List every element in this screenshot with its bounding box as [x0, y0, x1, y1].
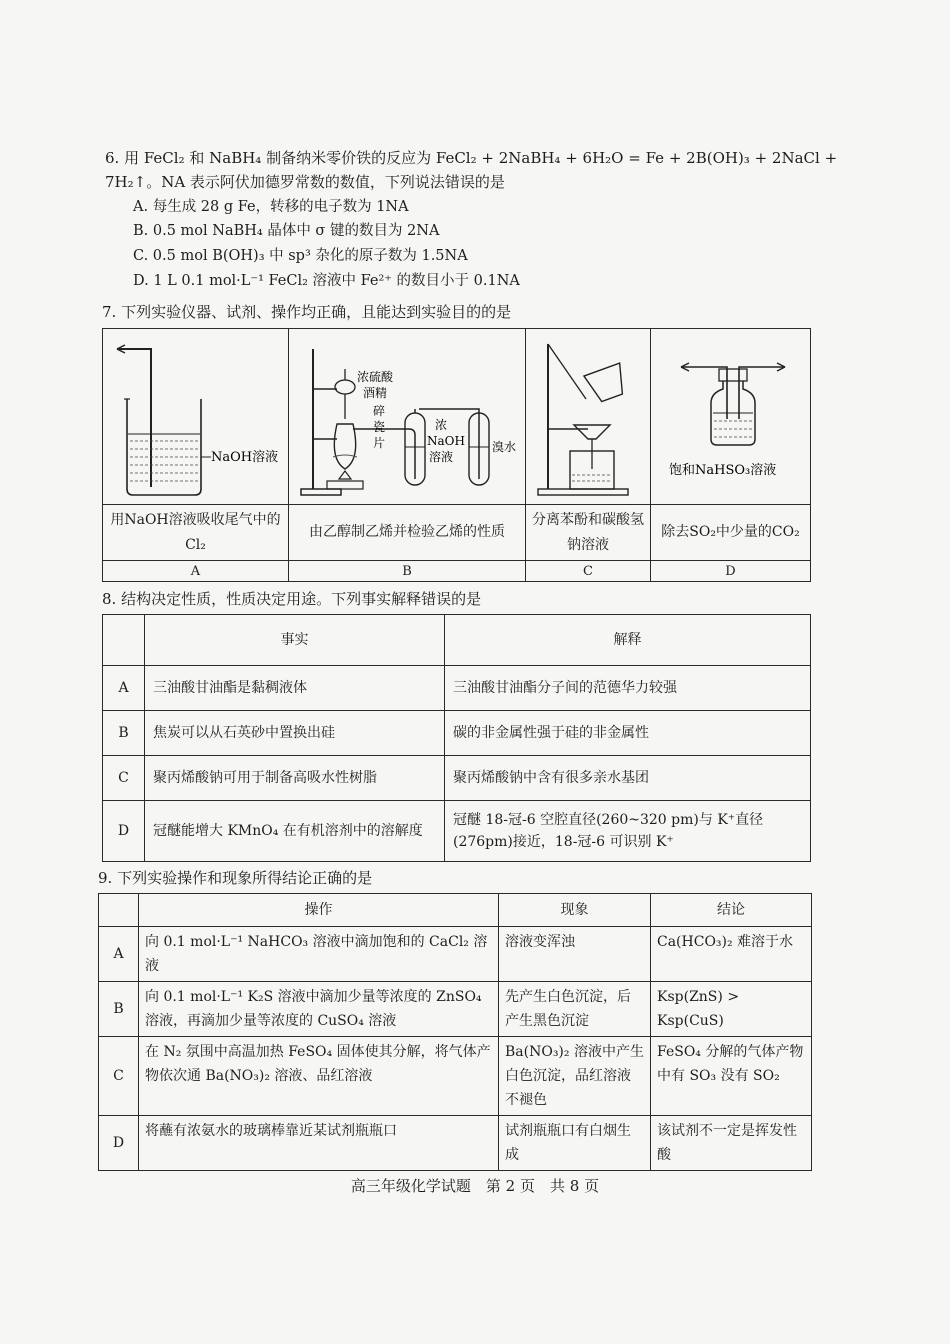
- q7-table: [102, 328, 811, 582]
- q9-row-phenomenon: 先产生白色沉淀，后产生黑色沉淀: [499, 982, 651, 1037]
- q8-row-explanation: 碳的非金属性强于硅的非金属性: [445, 711, 811, 756]
- q8-row-fact: 聚丙烯酸钠可用于制备高吸水性树脂: [145, 756, 445, 801]
- q9-row-letter: A: [99, 927, 139, 982]
- q6-option-a: A. 每生成 28 g Fe，转移的电子数为 1NA: [133, 199, 409, 215]
- q9-row-phenomenon: Ba(NO₃)₂ 溶液中产生白色沉淀，品红溶液不褪色: [499, 1037, 651, 1116]
- figure-b-cell: [289, 329, 526, 505]
- q6-option-c: C. 0.5 mol B(OH)₃ 中 sp³ 杂化的原子数为 1.5NA: [133, 248, 468, 264]
- q8-row-letter: C: [103, 756, 145, 801]
- q6-option-d: D. 1 L 0.1 mol·L⁻¹ FeCl₂ 溶液中 Fe²⁺ 的数目小于 0.1NA: [133, 273, 520, 289]
- figure-d-solution-label: 饱和NaHSO₃溶液: [669, 463, 777, 478]
- q7-letter-c: C: [526, 561, 651, 582]
- figure-b-ethylene-apparatus: [289, 329, 526, 504]
- q8-header-fact: 事实: [145, 615, 445, 666]
- figure-b-label-chip2: 瓷: [373, 420, 386, 434]
- q9-row-letter: D: [99, 1116, 139, 1171]
- q9-table: [98, 893, 812, 1171]
- page-footer: 高三年级化学试题 第 2 页 共 8 页: [350, 1177, 600, 1195]
- figure-b-label-ethanol: 酒精: [363, 386, 388, 400]
- q8-row-fact: 焦炭可以从石英砂中置换出硅: [145, 711, 445, 756]
- q9-row-operation: 在 N₂ 氛围中高温加热 FeSO₄ 固体使其分解，将气体产物依次通 Ba(NO₃)₂ 溶液、品红溶液: [139, 1037, 499, 1116]
- q9-header-conclusion: 结论: [651, 894, 812, 927]
- q9-row-letter: B: [99, 982, 139, 1037]
- q6-stem-line1: 6. 用 FeCl₂ 和 NaBH₄ 制备纳米零价铁的反应为 FeCl₂ + 2NaBH₄ + 6H₂O = Fe + 2B(OH)₃ + 2NaCl +: [105, 149, 838, 167]
- q7-letter-b: B: [289, 561, 526, 582]
- figure-b-tube2-label: 溴水: [492, 440, 517, 454]
- figure-d-cell: [651, 329, 811, 505]
- q7-letter-a: A: [103, 561, 289, 582]
- q8-row-fact: 冠醚能增大 KMnO₄ 在有机溶剂中的溶解度: [145, 801, 445, 862]
- q9-row-conclusion: Ca(HCO₃)₂ 难溶于水: [651, 927, 812, 982]
- figure-a-beaker-absorption: [103, 329, 289, 504]
- figure-b-label-chip3: 片: [373, 436, 386, 450]
- q8-row-explanation: 冠醚 18-冠-6 空腔直径(260~320 pm)与 K⁺直径(276pm)接近，18-冠-6 可识别 K⁺: [445, 801, 811, 862]
- q8-row-letter: A: [103, 666, 145, 711]
- figure-a-cell: [103, 329, 289, 505]
- q8-header-explanation: 解释: [445, 615, 811, 666]
- figure-b-label-acid: 浓硫酸: [357, 370, 394, 384]
- q8-stem: 8. 结构决定性质，性质决定用途。下列事实解释错误的是: [102, 590, 482, 608]
- q9-row-operation: 向 0.1 mol·L⁻¹ K₂S 溶液中滴加少量等浓度的 ZnSO₄ 溶液，再滴加少量等浓度的 CuSO₄ 溶液: [139, 982, 499, 1037]
- q9-stem: 9. 下列实验操作和现象所得结论正确的是: [98, 869, 373, 887]
- figure-b-tube1-line2: NaOH: [427, 434, 465, 448]
- q8-table: [102, 614, 811, 862]
- q8-row-letter: D: [103, 801, 145, 862]
- q9-row-conclusion: 该试剂不一定是挥发性酸: [651, 1116, 812, 1171]
- figure-b-tube1-line1: 浓: [435, 418, 448, 432]
- figure-b-tube1-line3: 溶液: [429, 450, 454, 464]
- q7-caption-b: 由乙醇制乙烯并检验乙烯的性质: [289, 505, 526, 561]
- figure-c-cell: [526, 329, 651, 505]
- q8-row-fact: 三油酸甘油酯是黏稠液体: [145, 666, 445, 711]
- q9-header-blank: [99, 894, 139, 927]
- q7-letter-d: D: [651, 561, 811, 582]
- q9-row-phenomenon: 试剂瓶瓶口有白烟生成: [499, 1116, 651, 1171]
- q7-caption-c: 分离苯酚和碳酸氢钠溶液: [526, 505, 651, 561]
- q9-row-letter: C: [99, 1037, 139, 1116]
- q8-header-blank: [103, 615, 145, 666]
- q9-header-phenomenon: 现象: [499, 894, 651, 927]
- q9-row-operation: 将蘸有浓氨水的玻璃棒靠近某试剂瓶瓶口: [139, 1116, 499, 1171]
- q6-option-b: B. 0.5 mol NaBH₄ 晶体中 σ 键的数目为 2NA: [133, 223, 440, 239]
- q9-row-phenomenon: 溶液变浑浊: [499, 927, 651, 982]
- q9-row-conclusion: FeSO₄ 分解的气体产物中有 SO₃ 没有 SO₂: [651, 1037, 812, 1116]
- figure-c-filtration-setup: [526, 329, 651, 504]
- q7-caption-a: 用NaOH溶液吸收尾气中的Cl₂: [103, 505, 289, 561]
- q8-row-explanation: 三油酸甘油酯分子间的范德华力较强: [445, 666, 811, 711]
- q9-row-operation: 向 0.1 mol·L⁻¹ NaHCO₃ 溶液中滴加饱和的 CaCl₂ 溶液: [139, 927, 499, 982]
- q6-stem-line2: 7H₂↑。NA 表示阿伏加德罗常数的数值，下列说法错误的是: [105, 173, 505, 191]
- figure-b-label-chip1: 碎: [373, 404, 386, 418]
- q8-row-letter: B: [103, 711, 145, 756]
- q9-row-conclusion: Ksp(ZnS) > Ksp(CuS): [651, 982, 812, 1037]
- q7-stem: 7. 下列实验仪器、试剂、操作均正确，且能达到实验目的的是: [102, 303, 512, 321]
- q8-row-explanation: 聚丙烯酸钠中含有很多亲水基团: [445, 756, 811, 801]
- q9-header-operation: 操作: [139, 894, 499, 927]
- figure-d-gas-washing-bottle: [651, 329, 811, 504]
- figure-a-solution-label: NaOH溶液: [211, 450, 279, 465]
- q7-caption-d: 除去SO₂中少量的CO₂: [651, 505, 811, 561]
